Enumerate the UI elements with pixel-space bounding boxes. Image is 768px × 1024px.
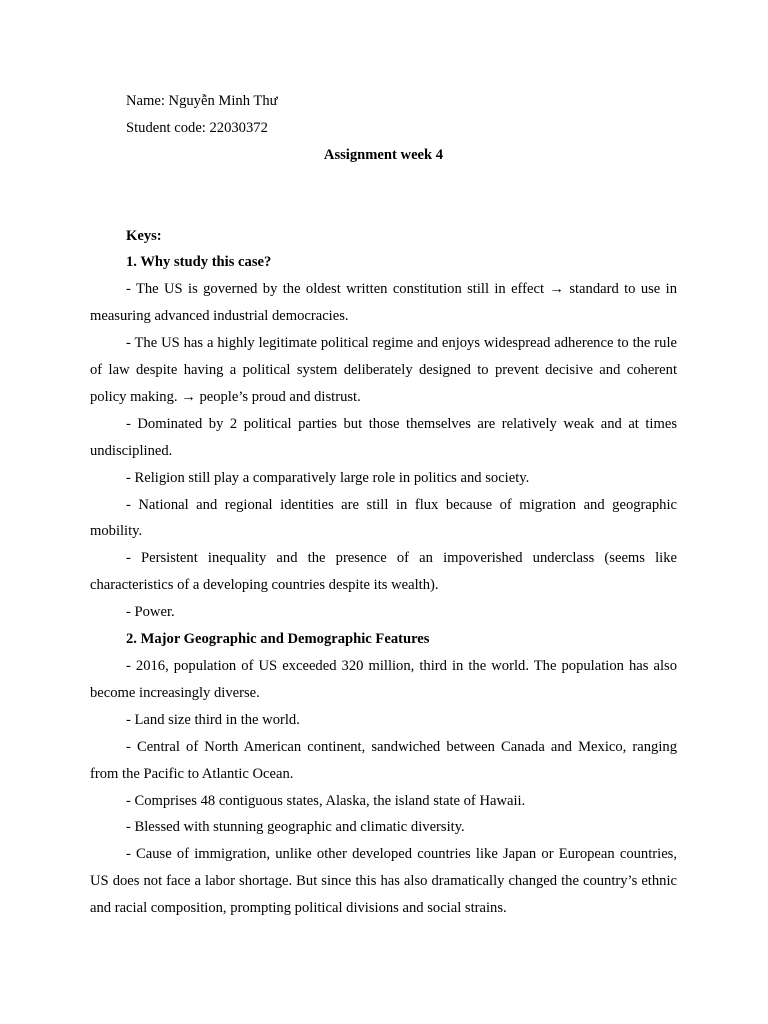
section-1-heading: 1. Why study this case?: [126, 254, 272, 271]
spacer: [90, 169, 677, 223]
section-1-paragraph: - Dominated by 2 political parties but those themselves are relatively weak and at times undisciplined.: [90, 415, 677, 459]
section-1-paragraph: - Religion still play a comparatively large role in politics and society.: [126, 469, 530, 486]
section-2-paragraph: - Central of North American continent, sandwiched between Canada and Mexico, ranging from the Pacific to Atlantic Ocean.: [90, 738, 677, 782]
section-1-paragraph: - National and regional identities are still in flux because of migration and geographic mobility.: [90, 496, 677, 540]
student-name: Name: Nguyễn Minh Thư: [126, 93, 278, 109]
section-1-paragraph: - The US has a highly legitimate political regime and enjoys widespread adherence to the rule of law despite having a political system deliberately designed to prevent decisive and coherent policy making. → people’s proud and distrust.: [90, 335, 677, 405]
section-2-paragraph: - Comprises 48 contiguous states, Alaska, the island state of Hawaii.: [126, 792, 526, 809]
keys-heading: Keys:: [126, 227, 162, 244]
student-code: Student code: 22030372: [126, 119, 268, 136]
section-2-paragraph: - 2016, population of US exceeded 320 million, third in the world. The population has also become increasingly diverse.: [90, 658, 677, 701]
section-2-heading: 2. Major Geographic and Demographic Features: [126, 631, 430, 648]
assignment-title: Assignment week 4: [323, 146, 444, 163]
section-1-paragraph: - The US is governed by the oldest written constitution still in effect → standard to use in measuring advanced industrial democracies.: [90, 281, 677, 325]
section-1-paragraph: - Power.: [126, 604, 175, 621]
section-2-paragraph: - Cause of immigration, unlike other developed countries like Japan or European countries, US does not face a labor shortage. But since this has also dramatically changed the country’s ethnic and racial composition, prompting political divisions and social strains.: [90, 846, 677, 917]
document-page: [90, 88, 677, 922]
section-2-paragraph: - Blessed with stunning geographic and climatic diversity.: [126, 819, 465, 836]
section-1-paragraph: - Persistent inequality and the presence of an impoverished underclass (seems like characteristics of a developing countries despite its wealth).: [90, 550, 677, 594]
section-2-paragraph: - Land size third in the world.: [126, 711, 300, 728]
